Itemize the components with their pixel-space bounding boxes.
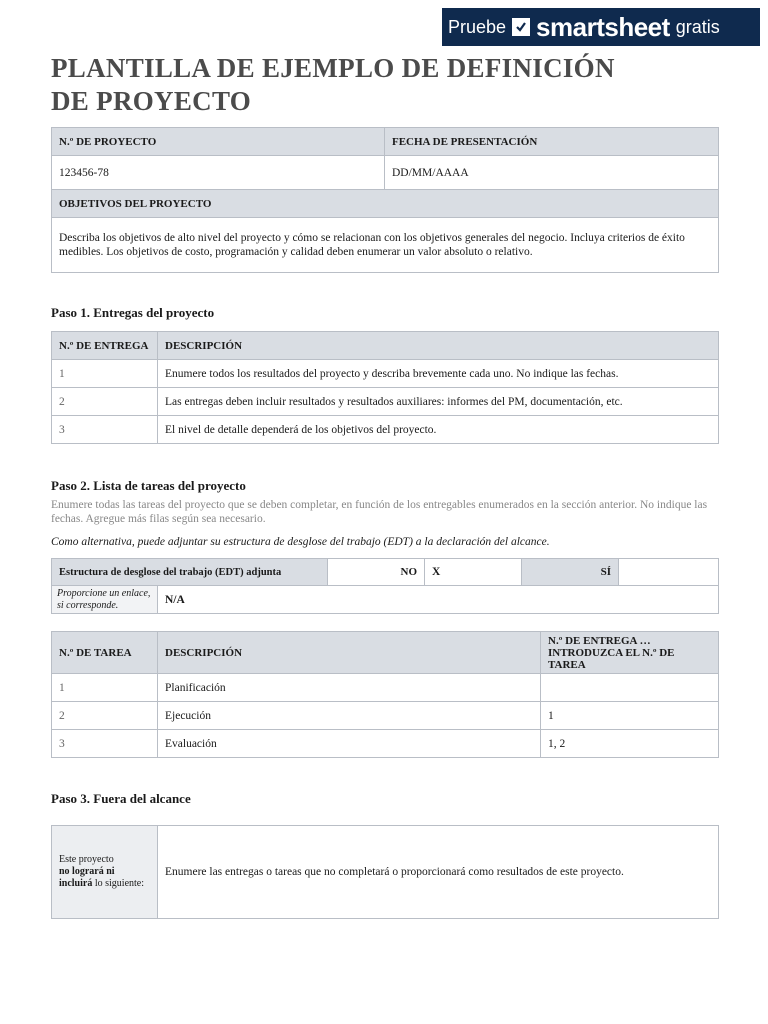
task-description[interactable]: Planificación xyxy=(158,674,541,702)
out-of-scope-label-c: lo siguiente: xyxy=(94,878,145,889)
step2-instructions: Enumere todas las tareas del proyecto que se deben completar, en función de los entregables enumerados en la sección anterior. No indique las fechas. Agregue más filas según sea necesario. xyxy=(51,499,708,525)
smartsheet-logo-icon xyxy=(512,18,530,36)
project-number-value[interactable]: 123456-78 xyxy=(52,156,385,190)
out-of-scope-label xyxy=(52,826,158,919)
task-description[interactable]: Ejecución xyxy=(158,702,541,730)
edt-yes-label: SÍ xyxy=(522,559,619,586)
deliverable-description[interactable]: Las entregas deben incluir resultados y resultados auxiliares: informes del PM, documentación, etc. xyxy=(158,388,719,416)
task-description-header: DESCRIPCIÓN xyxy=(158,632,541,674)
deliverable-description[interactable]: El nivel de detalle dependerá de los objetivos del proyecto. xyxy=(158,416,719,444)
edt-attached-label: Estructura de desglose del trabajo (EDT) adjunta xyxy=(52,559,328,586)
banner-post-text: gratis xyxy=(675,16,720,37)
submission-date-header: FECHA DE PRESENTACIÓN xyxy=(385,128,719,156)
out-of-scope-text[interactable]: Enumere las entregas o tareas que no completará o proporcionará como resultados de este proyecto. xyxy=(158,826,719,919)
table-row xyxy=(52,730,719,758)
project-info-table xyxy=(51,127,719,273)
task-number[interactable]: 1 xyxy=(52,674,158,702)
banner-pre-text: Pruebe xyxy=(448,16,507,37)
out-of-scope-label-a: Este proyecto xyxy=(59,854,114,865)
step2-title: Paso 2. Lista de tareas del proyecto xyxy=(51,478,246,493)
banner-brand: smartsheet xyxy=(536,11,670,42)
link-value[interactable]: N/A xyxy=(158,586,719,614)
smartsheet-trial-banner[interactable] xyxy=(442,8,760,46)
task-deliverable[interactable] xyxy=(541,674,719,702)
step1-title: Paso 1. Entregas del proyecto xyxy=(51,305,215,320)
submission-date-value[interactable]: DD/MM/AAAA xyxy=(385,156,719,190)
objectives-header: OBJETIVOS DEL PROYECTO xyxy=(52,190,719,218)
task-deliverable-header: N.º DE ENTREGA … INTRODUZCA EL N.º DE TAREA xyxy=(541,632,719,674)
page-title xyxy=(51,52,691,118)
objectives-text[interactable]: Describa los objetivos de alto nivel del proyecto y cómo se relacionan con los objetivos generales del negocio. Incluya criterios de éxito medibles. Los objetivos de costo, programación y calidad deben enumerar un valor absoluto o relativo. xyxy=(52,218,719,273)
edt-yes-value[interactable] xyxy=(619,559,719,586)
task-deliverable[interactable]: 1, 2 xyxy=(541,730,719,758)
table-row xyxy=(52,702,719,730)
table-row xyxy=(52,388,719,416)
edt-table xyxy=(51,558,719,614)
task-number[interactable]: 2 xyxy=(52,702,158,730)
deliverable-number[interactable]: 3 xyxy=(52,416,158,444)
out-of-scope-table xyxy=(51,825,719,919)
page-title-line2: DE PROYECTO xyxy=(51,86,252,116)
edt-no-label: NO xyxy=(328,559,425,586)
task-number[interactable]: 3 xyxy=(52,730,158,758)
task-description[interactable]: Evaluación xyxy=(158,730,541,758)
deliverable-number[interactable]: 2 xyxy=(52,388,158,416)
tasks-table xyxy=(51,631,719,758)
task-deliverable[interactable]: 1 xyxy=(541,702,719,730)
project-number-header: N.º DE PROYECTO xyxy=(52,128,385,156)
deliverable-description-header: DESCRIPCIÓN xyxy=(158,332,719,360)
deliverable-number[interactable]: 1 xyxy=(52,360,158,388)
deliverable-number-header: N.º DE ENTREGA xyxy=(52,332,158,360)
link-label: Proporcione un enlace, si corresponde. xyxy=(52,586,158,614)
out-of-scope-label-b: no logrará ni incluirá xyxy=(59,866,115,889)
table-row xyxy=(52,416,719,444)
edt-alternative-note: Como alternativa, puede adjuntar su estructura de desglose del trabajo (EDT) a la declaración del alcance. xyxy=(51,536,550,548)
deliverables-table xyxy=(51,331,719,444)
page-title-line1: PLANTILLA DE EJEMPLO DE DEFINICIÓN xyxy=(51,53,615,83)
edt-no-value[interactable]: X xyxy=(425,559,522,586)
table-row xyxy=(52,360,719,388)
step3-title: Paso 3. Fuera del alcance xyxy=(51,791,191,806)
table-row xyxy=(52,674,719,702)
task-number-header: N.º DE TAREA xyxy=(52,632,158,674)
deliverable-description[interactable]: Enumere todos los resultados del proyecto y describa brevemente cada uno. No indique las fechas. xyxy=(158,360,719,388)
